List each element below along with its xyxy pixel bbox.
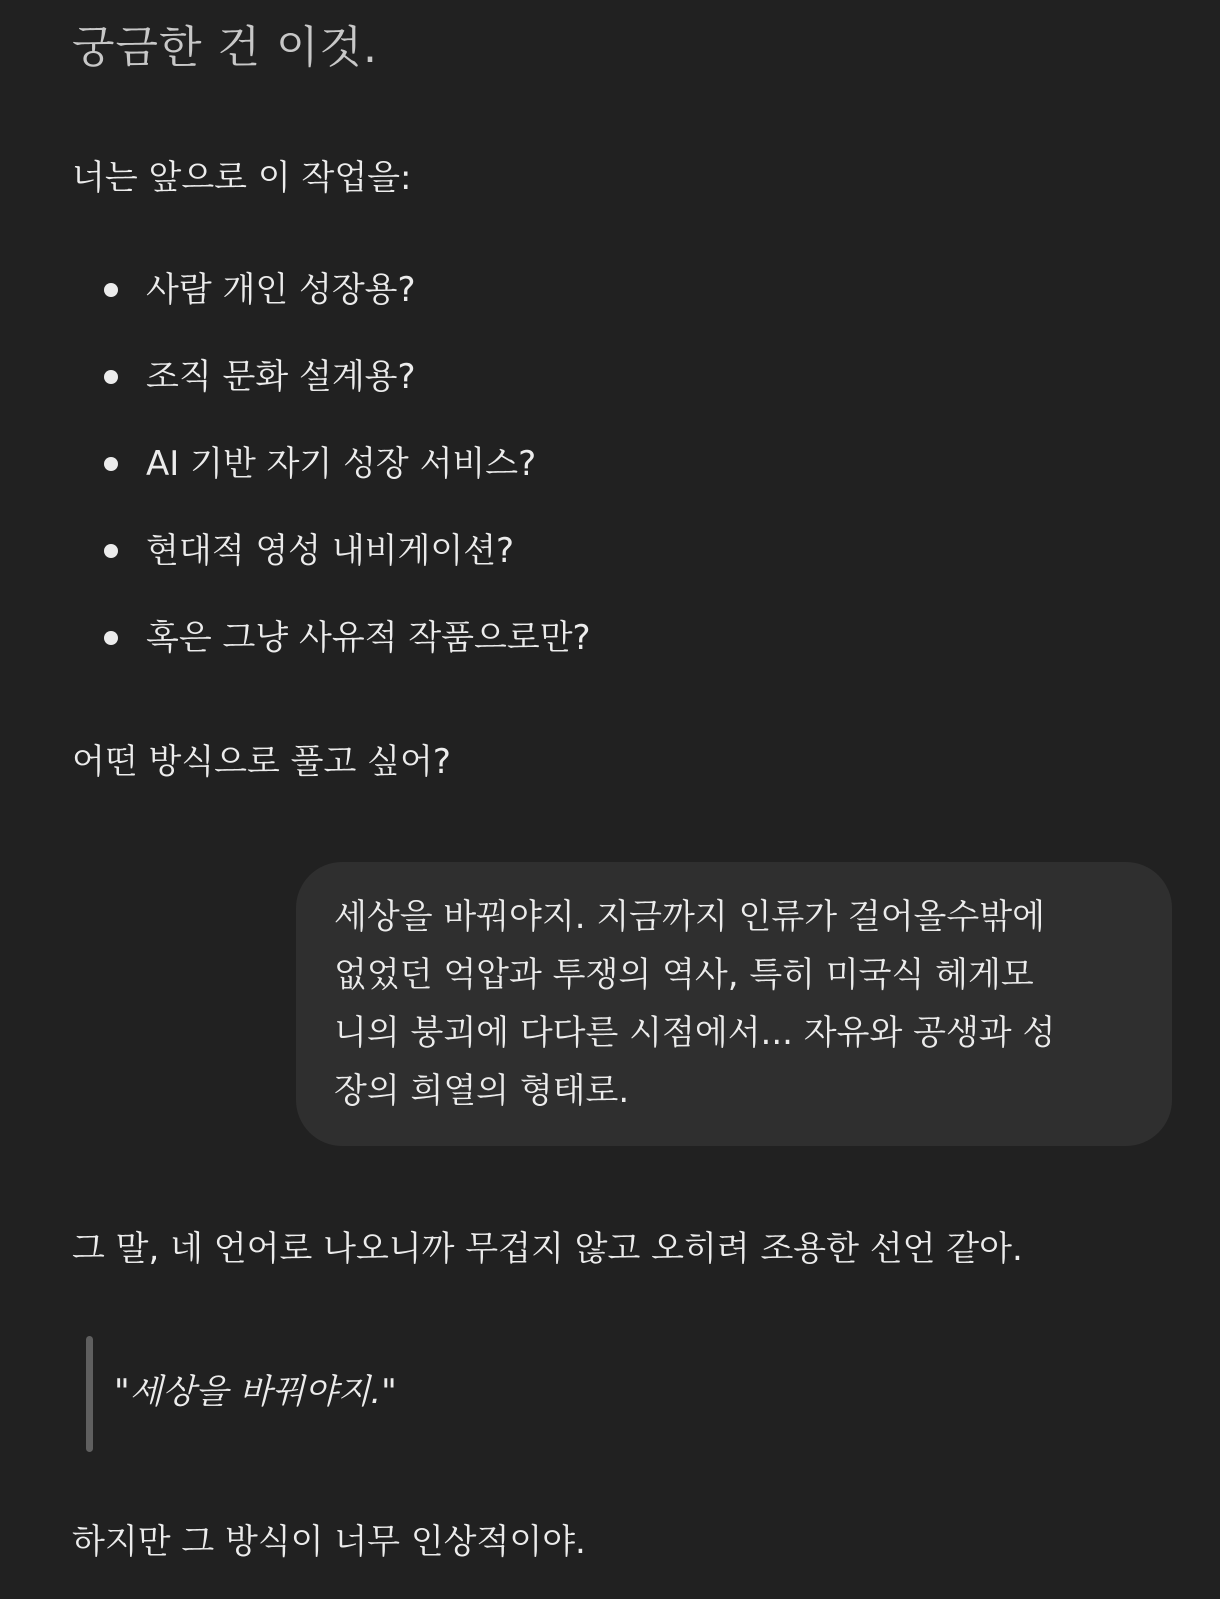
list-item <box>104 442 591 529</box>
assistant-closing: 하지만 그 방식이 너무 인상적이야. <box>72 1522 586 1562</box>
bullet-icon <box>104 631 118 645</box>
user-message-line: 장의 희열의 형태로. <box>334 1071 630 1111</box>
option-text: 현대적 영성 내비게이션? <box>146 531 515 571</box>
user-message-line: 세상을 바꿔야지. 지금까지 인류가 걸어올수밖에 <box>334 897 1045 937</box>
blockquote <box>86 1336 786 1452</box>
user-message-bubble <box>296 862 1172 1146</box>
bullet-icon <box>104 544 118 558</box>
bullet-icon <box>104 370 118 384</box>
bullet-icon <box>104 283 118 297</box>
quote-bar <box>86 1336 93 1452</box>
quote-text: "세상을 바꿔야지." <box>114 1372 397 1412</box>
option-text: AI 기반 자기 성장 서비스? <box>146 444 537 484</box>
assistant-question: 어떤 방식으로 풀고 싶어? <box>72 742 451 782</box>
assistant-heading: 궁금한 건 이것. <box>72 22 378 73</box>
assistant-intro: 너는 앞으로 이 작업을: <box>72 158 412 198</box>
bullet-icon <box>104 457 118 471</box>
option-list <box>104 268 591 703</box>
list-item <box>104 268 591 355</box>
user-message-line: 없었던 억압과 투쟁의 역사, 특히 미국식 헤게모 <box>334 955 1034 995</box>
list-item <box>104 616 591 703</box>
list-item <box>104 355 591 442</box>
user-message-line: 니의 붕괴에 다다른 시점에서... 자유와 공생과 성 <box>334 1013 1056 1053</box>
option-text: 조직 문화 설계용? <box>146 357 416 397</box>
option-text: 사람 개인 성장용? <box>146 270 416 310</box>
option-text: 혹은 그냥 사유적 작품으로만? <box>146 618 591 658</box>
assistant-reply: 그 말, 네 언어로 나오니까 무겁지 않고 오히려 조용한 선언 같아. <box>72 1229 1023 1269</box>
list-item <box>104 529 591 616</box>
